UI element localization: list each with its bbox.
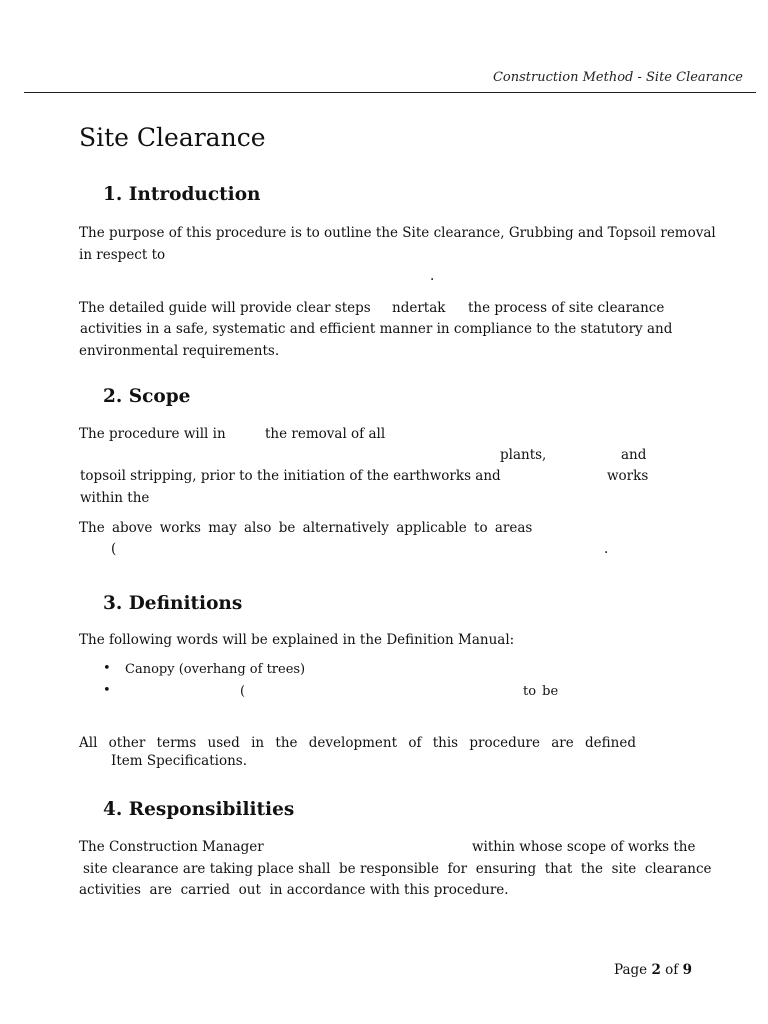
responsibilities-text: activities are carried out in accordance with this procedure. bbox=[79, 882, 509, 898]
page-current: 2 bbox=[651, 962, 661, 978]
definition-item: Canopy (overhang of trees) bbox=[125, 662, 306, 677]
page-word: Page bbox=[614, 962, 648, 978]
page-total: 9 bbox=[682, 962, 692, 978]
intro-text: environmental requirements. bbox=[79, 343, 280, 359]
page-number bbox=[614, 962, 692, 978]
responsibilities-text: site clearance are taking place shall be responsible for ensuring that the site clearance bbox=[83, 861, 712, 877]
scope-text: and bbox=[621, 447, 647, 463]
scope-text: . bbox=[604, 541, 609, 557]
bullet: • bbox=[103, 683, 111, 698]
scope-text: within the bbox=[80, 490, 150, 506]
intro-text: The detailed guide will provide clear steps bbox=[79, 300, 371, 316]
header-rule bbox=[24, 92, 756, 93]
responsibilities-text: within whose scope of works the bbox=[472, 839, 696, 855]
bullet: • bbox=[103, 661, 111, 676]
scope-text: ( bbox=[111, 541, 117, 557]
definition-item: ( bbox=[240, 684, 246, 699]
heading-introduction: 1. Introduction bbox=[103, 184, 261, 205]
intro-text: in respect to bbox=[79, 247, 166, 263]
of-word: of bbox=[665, 962, 679, 978]
intro-text: the process of site clearance bbox=[468, 300, 665, 316]
definitions-intro: The following words will be explained in the Definition Manual: bbox=[79, 632, 515, 648]
responsibilities-text: The Construction Manager bbox=[79, 839, 264, 855]
intro-text: ndertak bbox=[392, 300, 446, 316]
scope-text: The above works may also be alternatively applicable to areas bbox=[79, 520, 533, 536]
intro-text: activities in a safe, systematic and efficient manner in compliance to the statutory and bbox=[80, 321, 673, 337]
intro-text: . bbox=[430, 268, 435, 284]
definition-item: to be bbox=[523, 684, 559, 699]
scope-text: topsoil stripping, prior to the initiation of the earthworks and bbox=[80, 468, 501, 484]
scope-text: plants, bbox=[500, 447, 547, 463]
scope-text: the removal of all bbox=[265, 426, 386, 442]
definitions-text: Item Specifications. bbox=[111, 753, 247, 769]
running-header: Construction Method - Site Clearance bbox=[492, 70, 743, 85]
heading-responsibilities: 4. Responsibilities bbox=[103, 799, 295, 820]
scope-text: The procedure will in bbox=[79, 426, 226, 442]
definitions-text: All other terms used in the development of this procedure are defined bbox=[79, 735, 636, 751]
heading-definitions: 3. Definitions bbox=[103, 593, 243, 614]
document-title: Site Clearance bbox=[79, 123, 266, 152]
scope-text: works bbox=[607, 468, 649, 484]
intro-text: The purpose of this procedure is to outline the Site clearance, Grubbing and Topsoil removal bbox=[79, 225, 716, 241]
heading-scope: 2. Scope bbox=[103, 386, 191, 407]
